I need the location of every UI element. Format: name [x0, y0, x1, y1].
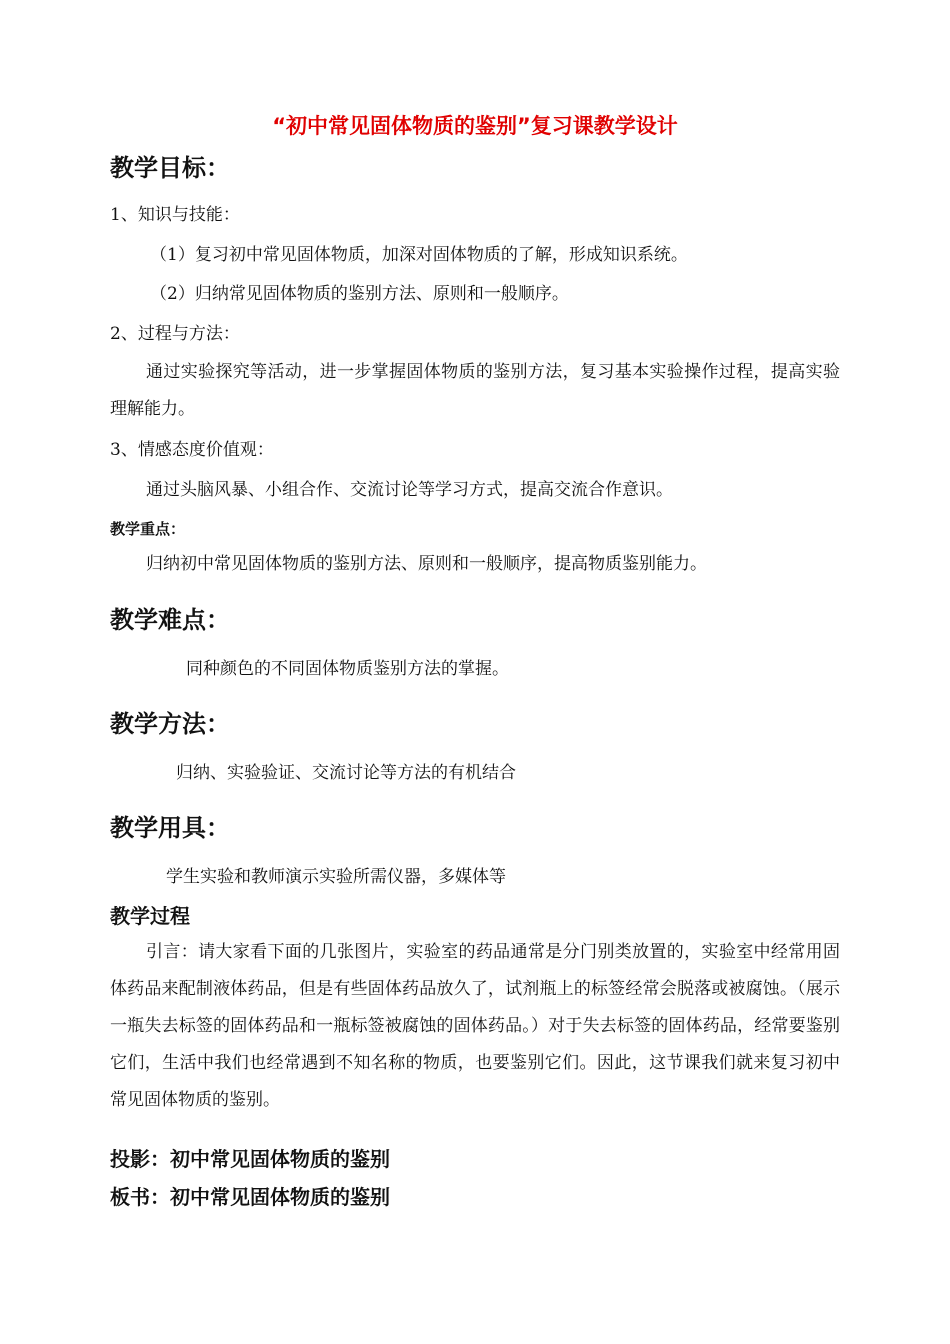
methods-text: 归纳、实验验证、交流讨论等方法的有机结合 [176, 763, 516, 783]
knowledge-item-1: （1）复习初中常见固体物质，加深对固体物质的了解，形成知识系统。 [150, 245, 688, 265]
difficulties-heading: 教学难点： [110, 606, 230, 634]
knowledge-item-2: （2）归纳常见固体物质的鉴别方法、原则和一般顺序。 [150, 284, 569, 304]
tools-text: 学生实验和教师演示实验所需仪器，多媒体等 [166, 867, 506, 887]
difficulties-text: 同种颜色的不同固体物质鉴别方法的掌握。 [186, 659, 509, 679]
board-line: 板书：初中常见固体物质的鉴别 [110, 1185, 390, 1209]
key-points-text: 归纳初中常见固体物质的鉴别方法、原则和一般顺序，提高物质鉴别能力。 [146, 554, 707, 574]
methods-heading: 教学方法： [110, 710, 230, 738]
projection-line: 投影：初中常见固体物质的鉴别 [110, 1147, 390, 1171]
attitude-text: 通过头脑风暴、小组合作、交流讨论等学习方式，提高交流合作意识。 [146, 480, 673, 500]
tools-heading: 教学用具： [110, 814, 230, 842]
key-points-heading: 教学重点： [110, 520, 186, 538]
attitude-heading: 3、情感态度价值观： [110, 440, 274, 460]
knowledge-skills-heading: 1、知识与技能： [110, 205, 240, 225]
process-intro: 引言：请大家看下面的几张图片，实验室的药品通常是分门别类放置的，实验室中经常用固体药品来配制液体药品，但是有些固体药品放久了，试剂瓶上的标签经常会脱落或被腐蚀。（展示一瓶失去标签的固体药品和一瓶标签被腐蚀的固体药品。）对于失去标签的固体药品，经常要鉴别它们，生活中我们也经常遇到不知名称的物质，也要鉴别它们。因此，这节课我们就来复习初中常见固体物质的鉴别。 [110, 942, 840, 1110]
objectives-heading: 教学目标： [110, 154, 230, 182]
process-method-heading: 2、过程与方法： [110, 324, 240, 344]
document-title: “初中常见固体物质的鉴别”复习课教学设计 [272, 114, 678, 138]
process-heading: 教学过程 [110, 904, 190, 928]
process-method-text: 通过实验探究等活动，进一步掌握固体物质的鉴别方法，复习基本实验操作过程，提高实验理解能力。 [110, 362, 840, 419]
